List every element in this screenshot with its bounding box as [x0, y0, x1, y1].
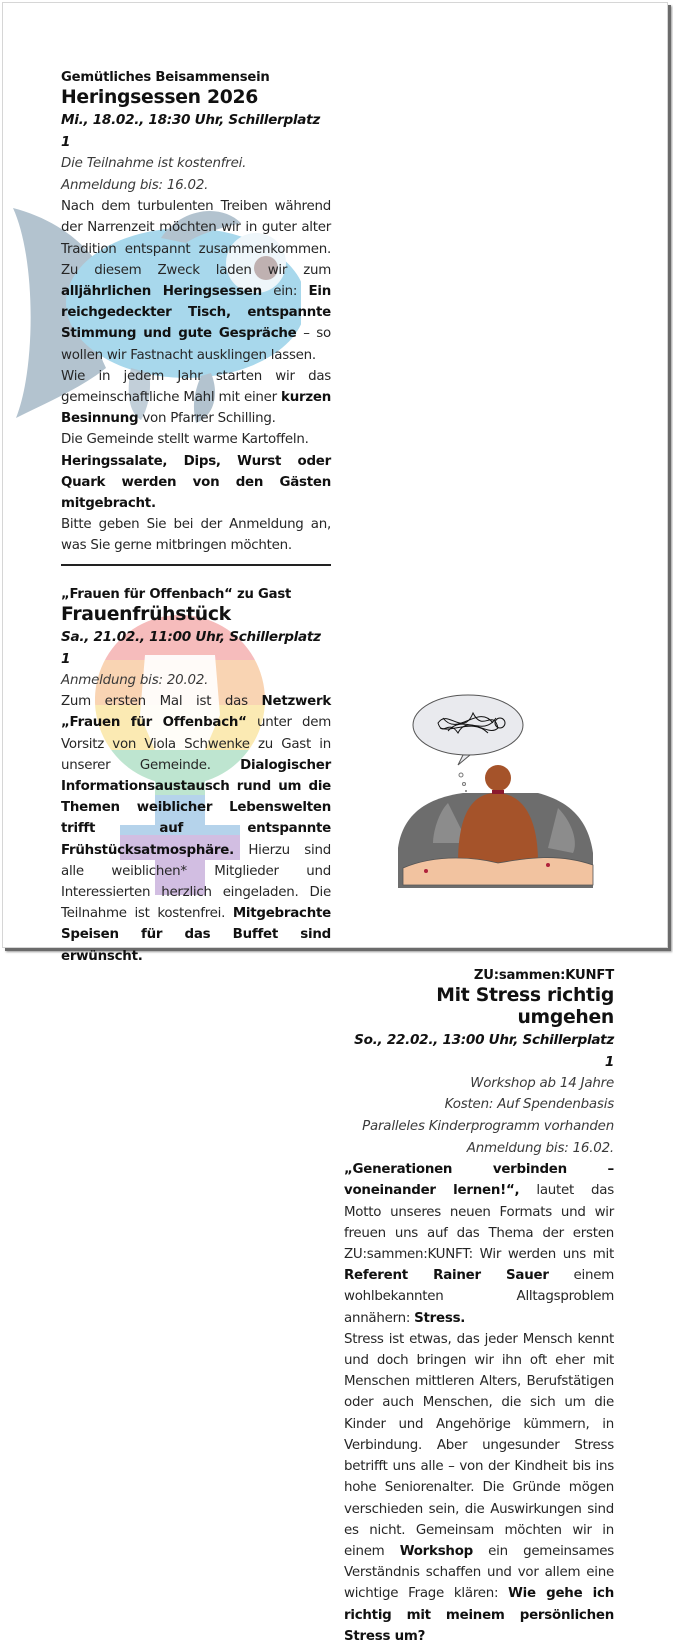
event-info: Die Teilnahme ist kostenfrei.	[61, 156, 247, 171]
event-date-location: Mi., 18.02., 18:30 Uhr, Schillerplatz 1	[61, 112, 320, 150]
event-body-paragraph: „Generationen verbinden – voneinander lernen!“, lautet das Motto unseres neuen Formats und wir freuen uns auf das Thema der ersten ZU:sammen:KUNFT: Wir werden uns mit Referent Rainer Sauer einem wohlbekannten Alltagsproblem annähern: Stress.	[344, 1162, 614, 1326]
right-column	[344, 967, 614, 1647]
event-date-location: So., 22.02., 13:00 Uhr, Schillerplatz 1	[354, 1031, 614, 1070]
event-frauenfruehstueck	[61, 586, 331, 967]
event-body-paragraph: Wie in jedem Jahr starten wir das gemeinschaftliche Mahl mit einer kurzen Besinnung von Pfarrer Schilling.	[61, 368, 331, 427]
event-registration: Anmeldung bis: 16.02.	[61, 177, 209, 193]
event-body-paragraph: Stress ist etwas, das jeder Mensch kennt und doch bringen wir ihn oft eher mit Menschen mittleren Alters, Berufstätigen oder auch Menschen, die sich um die Kinder und Angehörige kümmern, in Verbindung. Aber ungesunder Stress betrifft uns alle – von der Kindheit bis ins hohe Seniorenalter. Die Gründe mögen verschieden sein, die Auswirkungen sind es nicht. Gemeinsam möchten wir in einem Workshop ein gemeinsames Verständnis schaffen und vor allem eine wichtige Frage klären: Wie gehe ich richtig mit meinem persönlichen Stress um?	[344, 1331, 614, 1644]
event-body-paragraph: Nach dem turbulenten Treiben während der Narrenzeit möchten wir in guter alter Tradition entspannt zusammenkommen. Zu diesem Zweck laden wir zum alljährlichen Heringsessen ein: Ein reichgedeckter Tisch, entspannte Stimmung und gute Gespräche – so wollen wir Fastnacht ausklingen lassen.	[61, 199, 331, 363]
section-divider	[61, 564, 331, 566]
event-body-paragraph: Die Gemeinde stellt warme Kartoffeln.	[61, 432, 309, 448]
event-kicker: „Frauen für Offenbach“ zu Gast	[61, 586, 292, 602]
event-age-info: Workshop ab 14 Jahre	[470, 1075, 614, 1091]
event-body-paragraph: Bitte geben Sie bei der Anmeldung an, was Sie gerne mitbringen möchten.	[61, 517, 331, 554]
event-cost-info: Kosten: Auf Spendenbasis	[444, 1097, 614, 1113]
event-title: Mit Stress richtig umgehen	[436, 984, 614, 1028]
event-registration: Anmeldung bis: 20.02.	[61, 672, 209, 688]
event-date-location: Sa., 21.02., 11:00 Uhr, Schillerplatz 1	[61, 628, 321, 667]
event-body-paragraph: Zum ersten Mal ist das Netzwerk „Frauen für Offenbach“ unter dem Vorsitz von Viola Schwenke zu Gast in unserer Gemeinde. Dialogischer Informationsaustausch rund um die Themen weiblicher Lebenswelten trifft auf entspannte Frühstücksatmosphäre. Hierzu sind alle weiblichen* Mitglieder und Interessierten herzlich eingeladen. Die Teilnahme ist kostenfrei. Mitgebrachte Speisen für das Buffet sind erwünscht.	[61, 694, 331, 964]
event-kicker: ZU:sammen:KUNFT	[473, 967, 614, 983]
event-registration: Anmeldung bis: 16.02.	[466, 1140, 614, 1156]
newsletter-page	[2, 2, 668, 1644]
event-heringsessen	[61, 69, 331, 557]
event-kicker: Gemütliches Beisammensein	[61, 70, 270, 85]
stressed-woman-illustration	[388, 693, 608, 893]
event-title: Frauenfrühstück	[61, 603, 231, 625]
event-body-paragraph: Heringssalate, Dips, Wurst oder Quark werden von den Gästen mitgebracht.	[61, 453, 331, 512]
event-stress-workshop	[344, 967, 614, 1647]
event-title: Heringsessen 2026	[61, 87, 259, 108]
event-childcare-info: Paralleles Kinderprogramm vorhanden	[362, 1119, 614, 1135]
left-column	[61, 69, 331, 967]
